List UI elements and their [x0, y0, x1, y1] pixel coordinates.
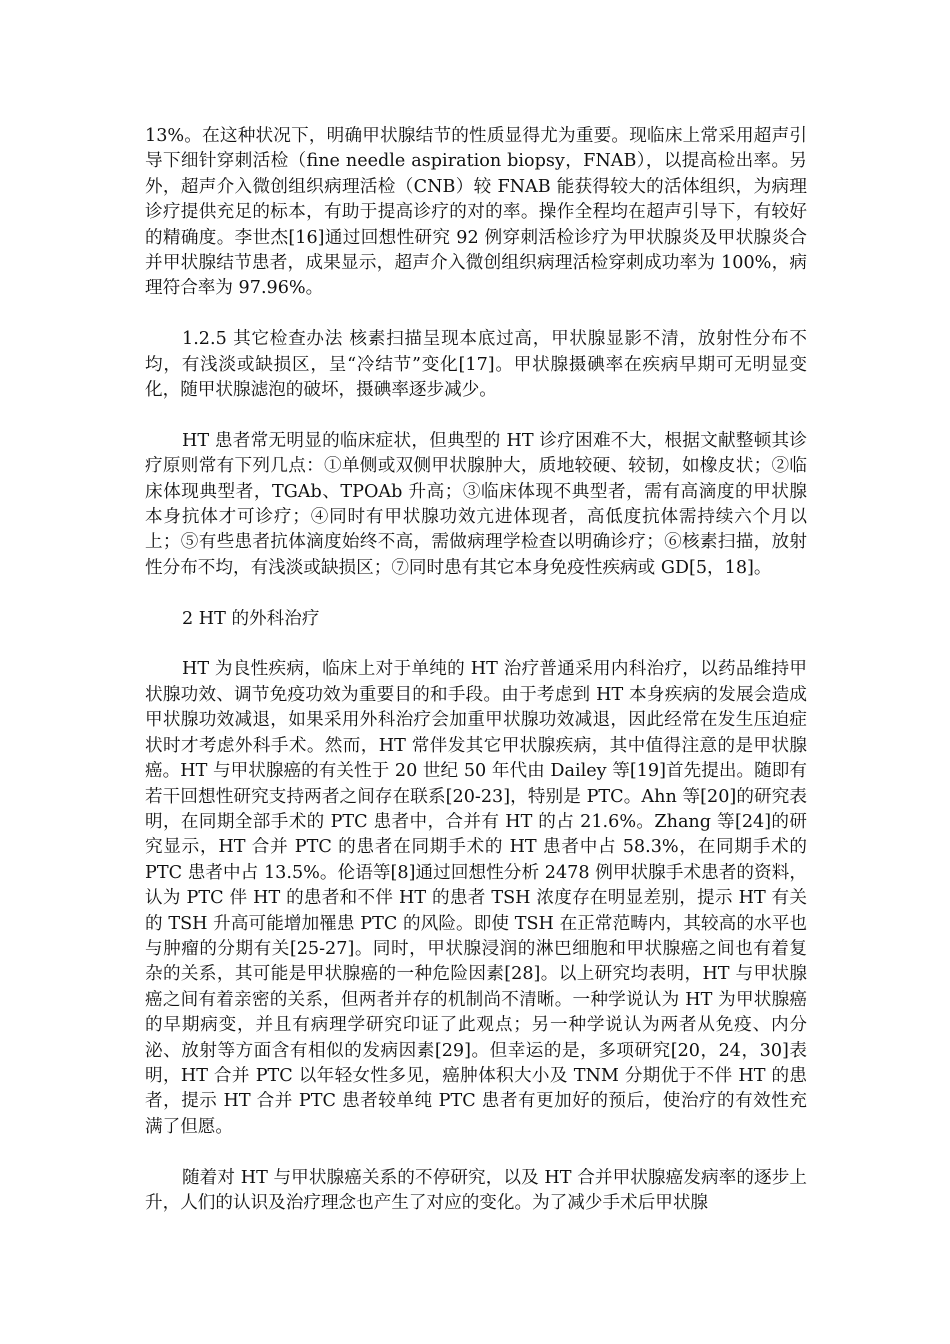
paragraph-diagnosis-principles: HT 患者常无明显的临床症状，但典型的 HT 诊疗困难不大，根据文献整顿其诊疗原则常有下列几点：①单侧或双侧甲状腺肿大，质地较硬、较韧，如橡皮状；②临床体现典型者，TGAb、TPOAb 升高；③临床体现不典型者，需有高滴度的甲状腺本身抗体才可诊疗；④同时有甲状腺功效亢进体现者，高低度抗体需持续六个月以上；⑤有些患者抗体滴度始终不高，需做病理学检查以明确诊疗；⑥核素扫描，放射性分布不均，有浅淡或缺损区；⑦同时患有其它本身免疫性疾病或 GD[5，18]。	[145, 430, 807, 578]
section-heading-surgical-treatment: 2 HT 的外科治疗	[182, 608, 320, 629]
paragraph-fnab-cnb: 13%。在这种状况下，明确甲状腺结节的性质显得尤为重要。现临床上常采用超声引导下细针穿刺活检（fine needle aspiration biopsy，FNAB），以提高检出率。另外，超声介入微创组织病理活检（CNB）较 FNAB 能获得较大的活体组织，为病理诊疗提供充足的标本，有助于提高诊疗的对的率。操作全程均在超声引导下，有较好的精确度。李世杰[16]通过回想性研究 92 例穿刺活检诊疗为甲状腺炎及甲状腺炎合并甲状腺结节患者，成果显示，超声介入微创组织病理活检穿刺成功率为 100%，病理符合率为 97.96%。	[145, 126, 807, 299]
paragraph-treatment-concept: 随着对 HT 与甲状腺癌关系的不停研究，以及 HT 合并甲状腺癌发病率的逐步上升，人们的认识及治疗理念也产生了对应的变化。为了减少手术后甲状腺	[145, 1167, 807, 1213]
paragraph-other-exams: 1.2.5 其它检查办法 核素扫描呈现本底过高，甲状腺显影不清，放射性分布不均，有浅淡或缺损区，呈“冷结节”变化[17]。甲状腺摄碘率在疾病早期可无明显变化，随甲状腺滤泡的破坏，摄碘率逐步减少。	[145, 329, 807, 401]
paragraph-ht-thyroid-cancer: HT 为良性疾病，临床上对于单纯的 HT 治疗普通采用内科治疗，以药品维持甲状腺功效、调节免疫功效为重要目的和手段。由于考虑到 HT 本身疾病的发展会造成甲状腺功效减退，如果采用外科治疗会加重甲状腺功效减退，因此经常在发生压迫症状时才考虑外科手术。然而，HT 常伴发其它甲状腺疾病，其中值得注意的是甲状腺癌。HT 与甲状腺癌的有关性于 20 世纪 50 年代由 Dailey 等[19]首先提出。随即有若干回想性研究支持两者之间存在联系[20-23]，特别是 PTC。Ahn 等[20]的研究表明，在同期全部手术的 PTC 患者中，合并有 HT 的占 21.6%。Zhang 等[24]的研究显示，HT 合并 PTC 的患者在同期手术的 HT 患者中占 58.3%，在同期手术的 PTC 患者中占 13.5%。伦语等[8]通过回想性分析 2478 例甲状腺手术患者的资料，认为 PTC 伴 HT 的患者和不伴 HT 的患者 TSH 浓度存在明显差别，提示 HT 有关的 TSH 升高可能增加罹患 PTC 的风险。即使 TSH 在正常范畴内，其较高的水平也与肿瘤的分期有关[25-27]。同时，甲状腺浸润的淋巴细胞和甲状腺癌之间也有着复杂的关系，其可能是甲状腺癌的一种危险因素[28]。以上研究均表明，HT 与甲状腺癌之间有着亲密的关系，但两者并存的机制尚不清晰。一种学说认为 HT 为甲状腺癌的早期病变，并且有病理学研究印证了此观点；另一种学说认为两者从免疫、内分泌、放射等方面含有相似的发病因素[29]。但幸运的是，多项研究[20，24，30]表明，HT 合并 PTC 以年轻女性多见，癌肿体积大小及 TNM 分期优于不伴 HT 的患者，提示 HT 合并 PTC 患者较单纯 PTC 患者有更加好的预后，使治疗的有效性充满了但愿。	[145, 659, 807, 1137]
document-body	[145, 124, 807, 1242]
